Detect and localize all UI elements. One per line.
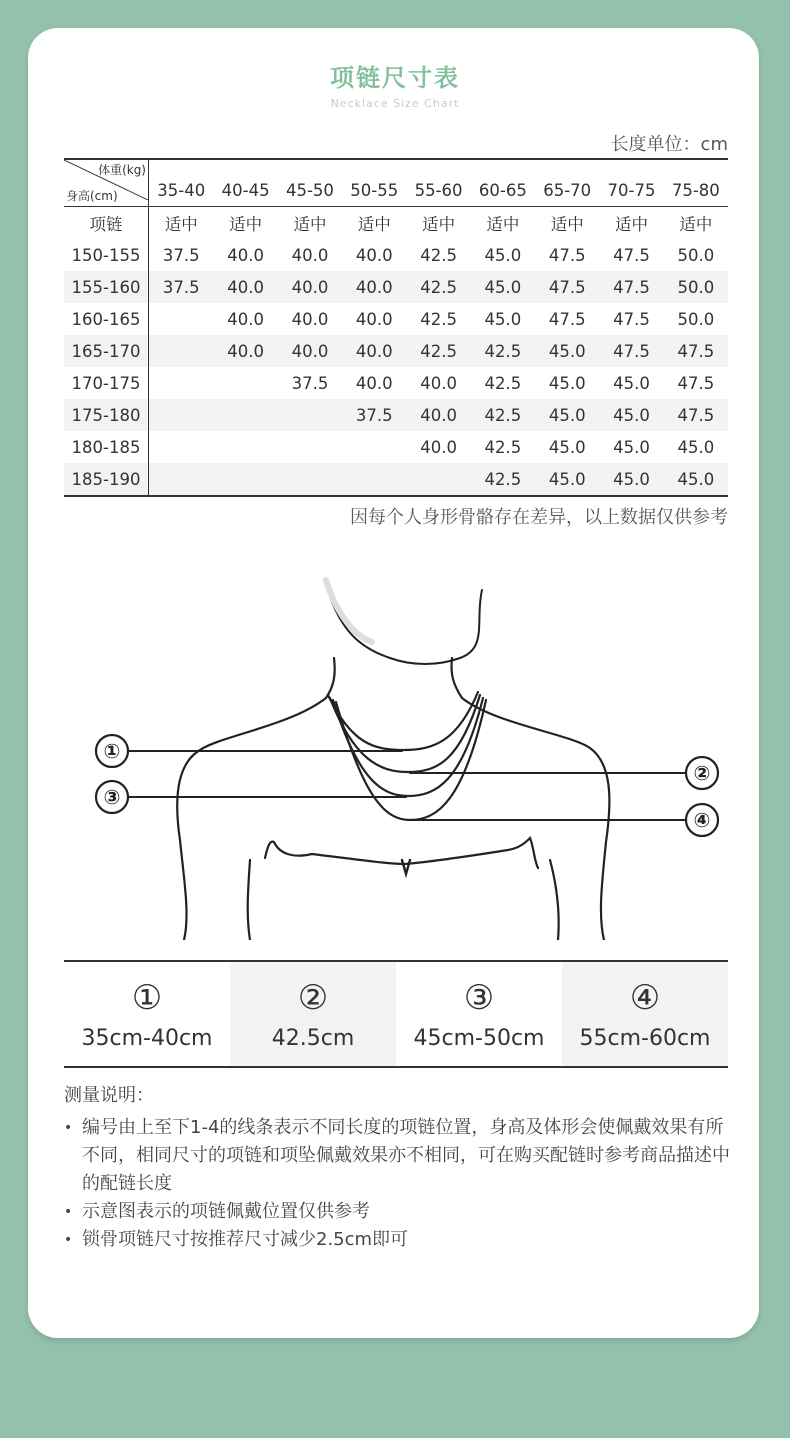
- length-cell: 47.5: [664, 335, 728, 367]
- measurement-item: • 编号由上至下1-4的线条表示不同长度的项链位置，身高及体形会使佩戴效果有所不同，相同尺寸的项链和项坠佩戴效果亦不相同，可在购买配链时参考商品描述中的配链长度: [64, 1114, 734, 1198]
- weight-col-header: 65-70: [543, 181, 592, 200]
- table-row: [64, 239, 728, 271]
- length-cell: 40.0: [406, 399, 470, 431]
- length-cell: 45.0: [535, 463, 599, 496]
- height-row-header: 170-175: [64, 367, 149, 399]
- weight-col-header: 45-50: [285, 181, 334, 200]
- marker-1-label: ①: [103, 739, 121, 763]
- length-cell: 45.0: [677, 437, 715, 457]
- height-row-header: 160-165: [64, 303, 149, 335]
- length-cell: 40.0: [213, 271, 277, 303]
- legend-2-number: ②: [297, 977, 329, 1018]
- weight-col-header: 55-60: [414, 181, 463, 200]
- length-cell: 50.0: [664, 271, 728, 303]
- marker-2-label: ②: [693, 761, 711, 785]
- length-cell: 47.5: [599, 335, 663, 367]
- length-cell: 40.0: [355, 309, 393, 329]
- legend-1-value: 35cm-40cm: [81, 1025, 213, 1051]
- page-subtitle: Necklace Size Chart: [330, 97, 460, 110]
- length-cell: 45.0: [613, 437, 650, 457]
- suitability-row: [64, 207, 728, 240]
- length-cell: [149, 335, 214, 367]
- measurement-notes: [64, 1082, 734, 1254]
- length-cell: [213, 463, 277, 496]
- suitability-cell: 适中: [471, 207, 535, 240]
- neck-diagram: [90, 560, 730, 940]
- legend-item-2: [230, 961, 396, 1067]
- length-cell: [149, 463, 214, 496]
- length-cell: [342, 463, 406, 496]
- length-cell: 45.0: [484, 309, 522, 329]
- table-row: [64, 463, 728, 496]
- length-cell: 40.0: [291, 309, 329, 329]
- necklace-lines: [328, 692, 486, 820]
- measurement-title: 测量说明：: [64, 1085, 154, 1106]
- legend-item-3: [396, 961, 562, 1067]
- table-row: [64, 367, 728, 399]
- length-cell: 45.0: [548, 373, 586, 393]
- length-cell: 42.5: [484, 373, 522, 393]
- weight-col-header: 70-75: [607, 181, 656, 200]
- table-row: [64, 399, 728, 431]
- length-cell: [213, 399, 277, 431]
- length-cell: 45.0: [535, 399, 599, 431]
- length-cell: 45.0: [613, 373, 650, 393]
- length-cell: [149, 431, 214, 463]
- weight-col-header: 60-65: [478, 181, 527, 200]
- height-row-header: 185-190: [64, 463, 149, 496]
- legend-3-number: ③: [463, 977, 495, 1018]
- measurement-item: • 示意图表示的项链佩戴位置仅供参考: [64, 1198, 734, 1226]
- weight-col-header: 75-80: [671, 181, 720, 200]
- suitability-cell: 适中: [535, 207, 599, 240]
- length-cell: 42.5: [484, 437, 522, 457]
- height-row-header: 155-160: [64, 271, 149, 303]
- legend-3-value: 45cm-50cm: [413, 1025, 545, 1051]
- length-cell: 50.0: [677, 245, 715, 265]
- legend-1-number: ①: [131, 977, 163, 1018]
- length-cell: [278, 463, 342, 496]
- length-cell: 42.5: [406, 335, 470, 367]
- necklace-1: [328, 692, 478, 750]
- length-cell: 47.5: [535, 271, 599, 303]
- length-cell: 47.5: [599, 271, 663, 303]
- size-table: [64, 158, 728, 497]
- legend-2-value: 42.5cm: [271, 1025, 355, 1051]
- table-row: [64, 303, 728, 335]
- weight-axis-label: 体重(kg): [98, 163, 146, 177]
- length-cell: [342, 431, 406, 463]
- length-cell: 40.0: [420, 373, 457, 393]
- length-cell: 45.0: [535, 335, 599, 367]
- length-legend: [64, 960, 728, 1068]
- length-cell: 45.0: [471, 271, 535, 303]
- table-row: [64, 271, 728, 303]
- legend-4-number: ④: [629, 977, 661, 1018]
- height-axis-label: 身高(cm): [66, 189, 118, 203]
- length-cell: 45.0: [599, 463, 663, 496]
- length-cell: 47.5: [613, 309, 650, 329]
- page-title: 项链尺寸表: [330, 64, 460, 92]
- suitability-cell: 适中: [149, 207, 214, 240]
- table-row: [64, 335, 728, 367]
- measurement-item: • 锁骨项链尺寸按推荐尺寸减少2.5cm即可: [64, 1226, 734, 1254]
- length-cell: 47.5: [548, 245, 586, 265]
- length-cell: [213, 431, 277, 463]
- marker-3-label: ③: [103, 785, 121, 809]
- length-cell: 42.5: [406, 271, 470, 303]
- marker-4-label: ④: [693, 808, 711, 832]
- height-row-header: 180-185: [64, 431, 149, 463]
- length-cell: 40.0: [342, 271, 406, 303]
- suitability-cell: 适中: [342, 207, 406, 240]
- length-cell: 40.0: [342, 335, 406, 367]
- length-cell: [149, 399, 214, 431]
- length-cell: 40.0: [213, 335, 277, 367]
- weight-header-row: [64, 159, 728, 207]
- table-row: [64, 431, 728, 463]
- length-cell: [278, 431, 342, 463]
- length-cell: 42.5: [471, 399, 535, 431]
- length-cell: 47.5: [548, 309, 586, 329]
- measurement-list: [64, 1114, 734, 1254]
- length-cell: [213, 367, 277, 399]
- length-cell: 40.0: [227, 309, 265, 329]
- weight-col-header: 40-45: [221, 181, 270, 200]
- length-cell: 42.5: [420, 309, 457, 329]
- table-corner-cell: [64, 159, 149, 207]
- length-cell: 42.5: [471, 463, 535, 496]
- suitability-cell: 适中: [664, 207, 728, 240]
- weight-col-header: 35-40: [157, 181, 206, 200]
- length-cell: 50.0: [677, 309, 715, 329]
- unit-label: 长度单位：cm: [610, 134, 728, 155]
- length-cell: 45.0: [664, 463, 728, 496]
- body-outline: [177, 580, 609, 940]
- length-cell: [149, 367, 214, 399]
- suitability-cell: 适中: [278, 207, 342, 240]
- length-cell: [278, 399, 342, 431]
- length-cell: [406, 463, 470, 496]
- length-cell: 40.0: [278, 335, 342, 367]
- length-cell: 37.5: [342, 399, 406, 431]
- length-cell: 40.0: [227, 245, 265, 265]
- necklace-row-label: 项链: [64, 207, 149, 240]
- suitability-cell: 适中: [213, 207, 277, 240]
- height-row-header: 165-170: [64, 335, 149, 367]
- legend-item-1: [64, 961, 230, 1067]
- length-cell: 42.5: [420, 245, 457, 265]
- length-cell: 47.5: [664, 399, 728, 431]
- length-cell: 40.0: [355, 373, 393, 393]
- length-cell: 47.5: [677, 373, 715, 393]
- reference-note: 因每个人身形骨骼存在差异，以上数据仅供参考: [350, 507, 728, 528]
- suitability-cell: 适中: [599, 207, 663, 240]
- height-row-header: 175-180: [64, 399, 149, 431]
- length-cell: 37.5: [149, 271, 214, 303]
- length-cell: 42.5: [471, 335, 535, 367]
- length-cell: 40.0: [420, 437, 457, 457]
- length-cell: 45.0: [599, 399, 663, 431]
- length-cell: 40.0: [355, 245, 393, 265]
- length-cell: 40.0: [291, 245, 329, 265]
- legend-item-4: [562, 961, 728, 1067]
- suitability-cell: 适中: [406, 207, 470, 240]
- length-cell: 47.5: [613, 245, 650, 265]
- weight-col-header: 50-55: [350, 181, 399, 200]
- length-cell: 37.5: [291, 373, 329, 393]
- length-cell: 37.5: [162, 245, 200, 265]
- length-cell: 40.0: [278, 271, 342, 303]
- height-row-header: 150-155: [64, 239, 149, 271]
- length-cell: 45.0: [548, 437, 586, 457]
- length-cell: 45.0: [484, 245, 522, 265]
- length-cell: [149, 303, 214, 335]
- legend-4-value: 55cm-60cm: [579, 1025, 711, 1051]
